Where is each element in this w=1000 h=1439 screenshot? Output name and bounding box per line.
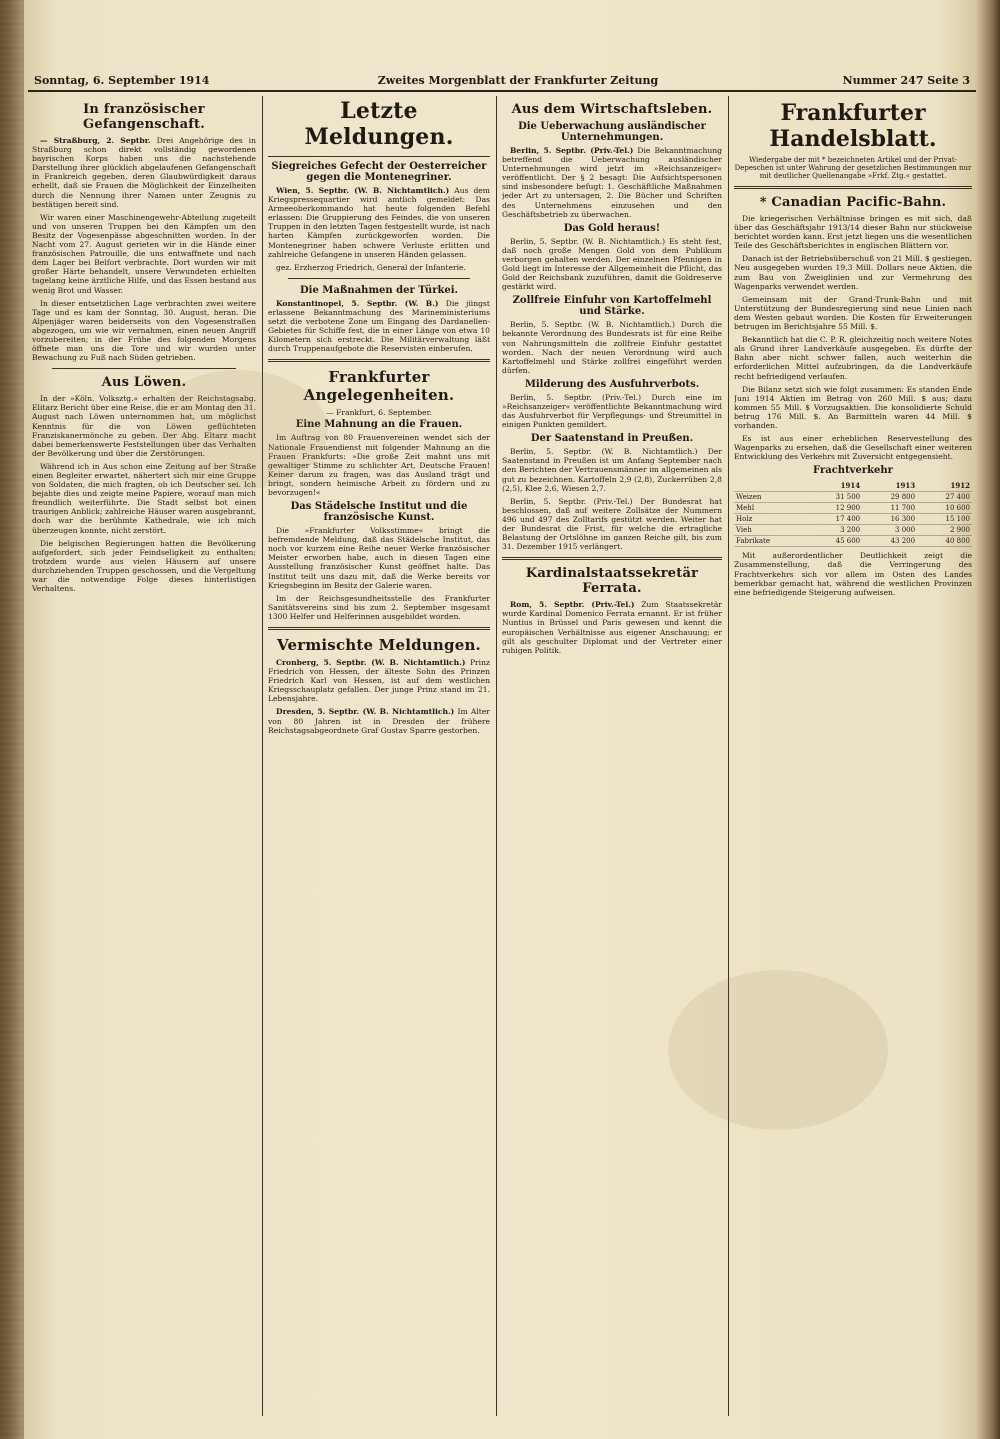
article-paragraph bbox=[502, 146, 722, 219]
article-paragraph: Mit außerordentlicher Deutlichkeit zeigt die Zusammenstellung, daß die Verringerung des Frachtverkehrs sich vor allem im Osten des Landes bemerkbar gemacht hat, während die westlichen Provinzen eine befriedigende Steigerung aufweisen. bbox=[734, 551, 972, 597]
article-paragraph: Die kriegerischen Verhältnisse bringen es mit sich, daß über das Geschäftsjahr 1913/14 dieser Bahn nur stückweise berichtet worden kann. Erst jetzt liegen uns die wesentlichen Teile des Geschäftsberichtes in englischen Blättern vor. bbox=[734, 214, 972, 251]
article-paragraph: Während ich in Aus schon eine Zeitung auf ber Straße einen Begleiter erwartet, nähertert sich mir eine Gruppe von Soldaten, die mich fragten, ob ich Deutscher sei. Ich bejahte dies und zeigte meine Papiere, worauf man mich freundlich weiterführte. Die Stadt selbst bot einen traurigen Anblick; zahlreiche Häuser waren ausgebrannt, doch war die berühmte Kathedrale, wie ich mich überzeugen konnte, nicht zerstört. bbox=[32, 461, 256, 535]
table-header-cell: 1912 bbox=[917, 480, 972, 492]
dateline: Berlin, 5. Septbr. (Priv.-Tel.) bbox=[510, 146, 634, 155]
divider bbox=[52, 368, 236, 369]
table-row bbox=[734, 525, 972, 536]
dateline: Dresden, 5. Septbr. (W. B. Nichtamtlich.) bbox=[276, 707, 455, 717]
table-cell: 45 600 bbox=[807, 536, 862, 547]
divider bbox=[502, 557, 722, 560]
section-masthead: Frankfurter Handelsblatt. bbox=[769, 100, 937, 152]
column-rule bbox=[496, 96, 497, 1416]
article-paragraph: Die belgischen Regierungen hatten die Bevölkerung aufgefordert, sich jeder Feindseligkeit zu enthalten; trotzdem wurde aus vielen Häusern auf unsere durchziehenden Truppen geschossen, und die Vergeltung war die notwendige Folge dieses hinterlistigen Verhaltens. bbox=[32, 538, 256, 594]
header-date: Sonntag, 6. September 1914 bbox=[34, 74, 210, 87]
page-header bbox=[28, 70, 976, 92]
article-subheading: Siegreiches Gefecht der Oesterreicher gegen die Montenegriner. bbox=[271, 161, 487, 183]
article-paragraph: Berlin, 5. Septbr. (W. B. Nichtamtlich.) Es steht fest, daß noch große Mengen Gold von dem Publikum verborgen gehalten werden. Der einzelnen Pfennigen in Gold liegt im Interesse der Allgemeinheit die Pflicht, das Gold der Reichsbank zuzuführen, damit die Goldreserve gestärkt wird. bbox=[502, 236, 722, 292]
dateline: — Straßburg, 2. Septbr. bbox=[40, 136, 151, 145]
article-paragraph: Im der Reichsgesundheitsstelle des Frankfurter Sanitätsvereins sind bis zum 2. September insgesamt 1300 Helfer und Helferinnen ausgebildet worden. bbox=[268, 593, 490, 621]
article-heading: In französischer Gefangenschaft. bbox=[83, 102, 205, 132]
divider bbox=[268, 359, 490, 362]
article-paragraph bbox=[268, 707, 490, 734]
article-paragraph bbox=[268, 186, 490, 259]
section-heading: Letzte Meldungen. bbox=[268, 98, 490, 157]
article-paragraph bbox=[502, 600, 722, 655]
dateline: Rom, 5. Septbr. (Priv.-Tel.) bbox=[510, 600, 635, 610]
divider bbox=[268, 627, 490, 630]
paragraph-text: Prinz Friedrich von Hessen, der älteste Sohn des Prinzen Friedrich Karl von Hessen, ist auf dem westlichen Kriegsschauplatz gefallen. Der junge Prinz stand im 21. Lebensjahre. bbox=[268, 658, 490, 704]
column-4 bbox=[734, 96, 972, 1416]
table-cell: Vieh bbox=[734, 525, 807, 536]
article-heading: * Canadian Pacific-Bahn. bbox=[759, 195, 947, 210]
column-3 bbox=[502, 96, 722, 1416]
table-cell: 2 900 bbox=[917, 525, 972, 536]
table-cell: 3 200 bbox=[807, 525, 862, 536]
article-paragraph: In der »Köln. Volksztg.« erhalten der Reichstagsabg. Elitarz Bericht über eine Reise, die er am Montag den 31. August nach Löwen unternommen hat, um möglichst Kenntnis für die von Löwen geflüchteten Franziskanermönche zu geben. Der Abg. Eltarz macht dabei bemerkenswerte Feststellungen über das Verhalten der Bevölkerung und über die Zerstörungen. bbox=[32, 394, 256, 458]
article-paragraph: Die »Frankfurter Volksstimme« bringt die befremdende Meldung, daß das Städelsche Institut, das noch vor kurzem eine Reihe neuer Werke französischer Meister erworben habe, auch in diesen Tagen eine Ausstellung französischer Kunst geöffnet halte. Das Institut teilt uns dazu mit, daß die Werke bereits vor Kriegsbeginn im Besitz der Galerie waren. bbox=[268, 526, 490, 590]
table-cell: 17 400 bbox=[807, 514, 862, 525]
article-paragraph bbox=[268, 658, 490, 703]
table-cell: 3 000 bbox=[862, 525, 917, 536]
article-paragraph: Im Auftrag von 80 Frauenvereinen wendet sich der Nationale Frauendienst mit folgender Mahnung an die Frauen Frankfurts: »Die große Zeit mahnt uns mit gewaltiger Stimme zu schlichter Art, Deutsche Frauen! Keiner darum zu fragen, was das Ausland trägt und bringt, sondern heimische Arbeit zu fördern und zu bevorzugen!« bbox=[268, 433, 490, 497]
table-cell: Holz bbox=[734, 514, 807, 525]
column-rule bbox=[262, 96, 263, 1416]
page-binding-edge bbox=[0, 0, 24, 1439]
column-2 bbox=[268, 96, 490, 1416]
article-paragraph: Bekanntlich hat die C. P. R. gleichzeitig noch weitere Notes als Grund ihrer Landverkäufe ausgegeben. Es dürfte der Bahn aber nicht schwer fallen, auch weiterhin die erforderlichen Mittel aufzubringen, da die Landverkäufe recht befriedigend verlaufen. bbox=[734, 335, 972, 381]
table-row bbox=[734, 536, 972, 547]
header-paper-title: Zweites Morgenblatt der Frankfurter Zeitung bbox=[377, 74, 659, 87]
header-page-number: Nummer 247 Seite 3 bbox=[842, 74, 970, 87]
table-row bbox=[734, 503, 972, 514]
divider bbox=[734, 186, 972, 189]
article-subheading: Die Maßnahmen der Türkei. bbox=[299, 284, 459, 296]
table-cell: 10 600 bbox=[917, 503, 972, 514]
column-1 bbox=[32, 96, 256, 1416]
article-paragraph: Berlin, 5. Septbr. (Priv.-Tel.) Der Bundesrat hat beschlossen, daß auf weitere Zollsätze der Nummern 496 und 497 des Zolltarifs gestützt werden. Weiter hat der Bundesrat die Frist, für welche die ertragliche Belastung der Ortslöhne im ganzen Reiche gilt, bis zum 31. Dezember 1915 verlängert. bbox=[502, 496, 722, 552]
freight-table bbox=[734, 480, 972, 547]
paragraph-text: Drei Angehörige des in Straßburg schon direkt vollständig gewordenen bayrischen Korps haben uns die nachstehende Darstellung ihrer glücklich abgelaufenen Gefangenschaft in Frankreich gegeben, deren Glaubwürdigkeit daraus erhellt, daß sie Frauen die Möglichkeit der Einzelheiten durch die Nennung ihrer Namen unter Zeugnis zu bestätigen bereit sind. bbox=[32, 136, 256, 209]
dateline: Cronberg, 5. Septbr. (W. B. Nichtamtlich.) bbox=[276, 658, 466, 667]
paragraph-text: Die Bekanntmachung betreffend die Ueberwachung ausländischer Unternehmungen wird jetzt im »Reichsanzeiger« veröffentlicht. Der § 2 besagt: Die Aufsichtspersonen sind insbesondere befugt: 1. Geschäftliche Maßnahmen jeder Art zu untersagen, 2. Die Bücher und Schriften des Unternehmens einzusehen und den Geschäftsbetrieb zu überwachen. bbox=[502, 146, 722, 219]
table-cell: 15 100 bbox=[917, 514, 972, 525]
article-paragraph: Berlin, 5. Septbr. (W. B. Nichtamtlich.) Durch die bekannte Verordnung des Bundesrats ist für eine Reihe von Nahrungsmitteln die zollfreie Einfuhr gestattet worden. Nach der neuen Verordnung wird auch Kartoffelmehl und Stärke zollfrei eingeführt werden dürfen. bbox=[502, 320, 722, 375]
table-row bbox=[734, 514, 972, 525]
article-subheading: Milderung des Ausfuhrverbots. bbox=[524, 378, 700, 390]
table-header-cell: 1914 bbox=[807, 480, 862, 492]
table-cell: Weizen bbox=[734, 492, 807, 503]
article-heading: Aus Löwen. bbox=[101, 375, 187, 391]
dateline: Wien, 5. Septbr. (W. B. Nichtamtlich.) bbox=[276, 186, 450, 195]
article-subheading: Das Gold heraus! bbox=[563, 222, 661, 234]
paragraph-text: Im Alter von 80 Jahren ist in Dresden der frühere Reichstagsabgeordnete Graf Gustav Sparre gestorben. bbox=[268, 707, 490, 735]
divider bbox=[288, 278, 470, 279]
table-caption: Frachtverkehr bbox=[813, 465, 893, 477]
signature-line: gez. Erzherzog Friedrich, General der Infanterie. bbox=[276, 262, 466, 272]
article-heading: Kardinalstaatssekretär Ferrata. bbox=[525, 566, 699, 597]
article-subheading: Der Saatenstand in Preußen. bbox=[530, 433, 694, 445]
paragraph-text: Aus dem Kriegspressequartier wird amtlich gemeldet: Das Armeeoberkommando hat heute folgenden Befehl erlassen: Die Gruppierung des Feindes, die von unseren Truppen in den letzten Tagen festgestellt wurde, ist nach harten Kämpfen zurückgeworfen worden. Die Montenegriner haben schwere Verluste erlitten und zahlreiche Gefangene in unseren Händen gelassen. bbox=[268, 186, 490, 259]
article-paragraph: Berlin, 5. Septbr. (Priv.-Tel.) Durch eine im »Reichsanzeiger« veröffentlichte Bekanntmachung wird das Ausfuhrverbot für Verpflegungs- und Streumittel in einigen Punkten gemildert. bbox=[502, 392, 722, 430]
section-heading: Aus dem Wirtschaftsleben. bbox=[511, 102, 713, 117]
article-paragraph bbox=[32, 136, 256, 209]
table-header-cell: 1913 bbox=[862, 480, 917, 492]
article-paragraph: In dieser entsetzlichen Lage verbrachten zwei weitere Tage und es kam der Sonntag, 30. August, heran. Die Alpenjäger waren beiderseits von den Vogesenstraßen abgezogen, um wie wir vernahmen, einen neuen Angriff vorzubereiten; in der Frühe des folgenden Morgens öffnete man uns die Tore und wir wurden unter Bewachung zu Fuß nach Süden getrieben. bbox=[32, 298, 256, 363]
article-paragraph: Gemeinsam mit der Grand-Trunk-Bahn und mit Unterstützung der Bundesregierung sind neue Linien nach dem Westen gebaut worden. Die Kosten für Erweiterungen betrugen im Berichtsjahre 55 Mill. $. bbox=[734, 294, 972, 332]
paragraph-text: Die jüngst erlassene Bekanntmachung des Marineministeriums setzt die verbotene Zone um Eingang des Dardanellen-Gebietes für Schiffe fest, die in einer Länge von etwa 10 Kilometern sich erstreckt. Die Militärverwaltung läßt durch Truppenaufgebote die Reservisten einberufen. bbox=[268, 298, 490, 354]
table-cell: 43 200 bbox=[862, 536, 917, 547]
newspaper-page bbox=[28, 70, 976, 1420]
article-subheading: Eine Mahnung an die Frauen. bbox=[295, 419, 463, 431]
table-cell: Mehl bbox=[734, 503, 807, 514]
section-heading: Vermischte Meldungen. bbox=[277, 636, 481, 654]
dateline: — Frankfurt, 6. September. bbox=[326, 408, 432, 418]
table-cell: 12 900 bbox=[807, 503, 862, 514]
article-paragraph: Danach ist der Betriebsüberschuß von 21 Mill. $ gestiegen. Neu ausgegeben wurden 19,3 Mill. Dollars neue Aktien, die zum Bau von Zweiglinien und zur Vermehrung des Wagenparks verwendet werden. bbox=[734, 254, 972, 291]
article-subheading: Das Städelsche Institut und die französische Kunst. bbox=[290, 501, 468, 524]
table-cell: Fabrikate bbox=[734, 536, 807, 547]
table-cell: 31 500 bbox=[807, 492, 862, 503]
table-cell: 27 400 bbox=[917, 492, 972, 503]
column-rule bbox=[728, 96, 729, 1416]
paragraph-text: Zum Staatssekretär wurde Kardinal Domenico Ferrata ernannt. Er ist früher Nuntius in Brüssel und Paris gewesen und kennt die europäischen Verhältnisse aus eigener Anschauung; er gilt als geschulter Diplomat und der Vertreter einer ruhigen Politik. bbox=[502, 600, 722, 655]
table-cell: 16 300 bbox=[862, 514, 917, 525]
article-paragraph: Wir waren einer Maschinengewehr-Abteilung zugeteilt und von unseren Truppen bei den Kämpfen um den Besitz der Vogesenpässe abgeschnitten worden. In der Nacht vom 27. August gerieten wir in die Hände einer französischen Patrouille, die uns entwaffnete und nach dem Lager bei Belfort verbrachte. Dort wurden wir mit großer Härte behandelt, unsere Verwundeten erhielten tagelang keine ärztliche Hilfe, und das Essen bestand aus wenig Brot und Wasser. bbox=[32, 212, 256, 295]
reprint-notice: Wiedergabe der mit * bezeichneten Artikel und der Privat-Depeschen ist unter Wahrung der gesetzlichen Bestimmungen nur mit deutlicher Quellenangabe »Frkf. Ztg.« gestattet. bbox=[734, 156, 972, 180]
table-header-row bbox=[734, 480, 972, 492]
section-heading: Frankfurter Angelegenheiten. bbox=[303, 368, 455, 405]
article-paragraph bbox=[268, 299, 490, 354]
article-subheading: Die Ueberwachung ausländischer Unternehmungen. bbox=[518, 121, 706, 143]
table-cell: 11 700 bbox=[862, 503, 917, 514]
dateline: Konstantinopel, 5. Septbr. (W. B.) bbox=[276, 298, 439, 308]
table-cell: 29 800 bbox=[862, 492, 917, 503]
table-header-cell bbox=[734, 480, 807, 492]
table-cell: 40 800 bbox=[917, 536, 972, 547]
table-row bbox=[734, 492, 972, 503]
article-subheading: Zollfreie Einfuhr von Kartoffelmehl und Stärke. bbox=[512, 295, 712, 318]
article-paragraph: Es ist aus einer erheblichen Reservestellung des Wagenparks zu ersehen, daß die Gesellschaft einer weiteren Entwicklung des Verkehrs mit Zuversicht entgegensieht. bbox=[734, 434, 972, 462]
article-paragraph: Berlin, 5. Septbr. (W. B. Nichtamtlich.) Der Saatenstand in Preußen ist um Anfang September nach den Berichten der Vertrauensmänner im allgemeinen als gut zu bezeichnen. Kartoffeln 2,9 (2,8), Zuckerrüben 2,8 (2,5), Klee 2,6, Wiesen 2,7. bbox=[502, 447, 722, 493]
article-paragraph: Die Bilanz setzt sich wie folgt zusammen: Es standen Ende Juni 1914 Aktien im Betrag von 260 Mill. $ aus; dazu kommen 55 Mill. $ Vorzugsaktien. Die konsolidierte Schuld betrug 176 Mill. $. An Barmitteln waren 44 Mill. $ vorhanden. bbox=[734, 384, 972, 430]
